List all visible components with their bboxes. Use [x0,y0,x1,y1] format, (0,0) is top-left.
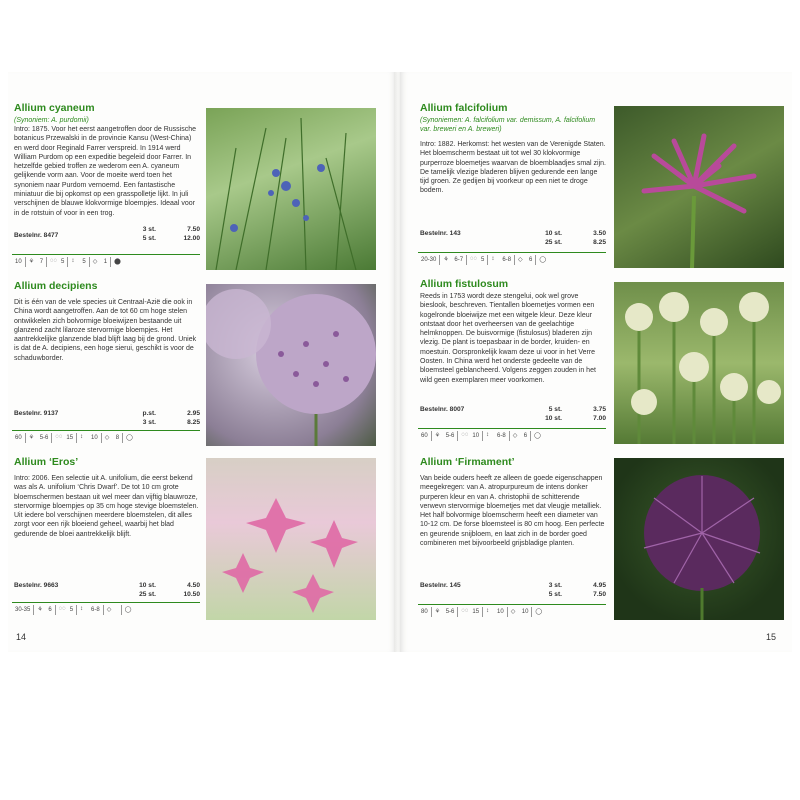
flower-illustration [206,458,376,620]
order-number: Bestelnr. 143 [420,230,461,237]
order-price-2: 7.00 [593,415,606,422]
depth-cell [67,257,88,267]
depth-icon: ↕ [486,432,490,438]
entry-body: Intro: 2006. Een selectie uit A. unifolium, die eerst bekend was als A. unifolium ‘Chris Dwarf’. De tot 10 cm grote bloemschermen bestaan uit wel meer dan vijftig blauwroze, stervormige bloempjes op 35 cm hoge stevige bloemstelen. Uit iedere bol verschijnen meerdere bloemstelen, dit alles zorgt voor een rijk bloeiend geheel, waarbij het blad gedurende de bloei aantrekkelijk blijft. [14,475,199,538]
order-price-1: 3.50 [593,230,606,237]
flowering-cell [25,433,52,443]
icon-legend-row [12,602,200,617]
entry-title: Allium fistulosum [420,278,509,290]
depth-icon: ↕ [486,608,490,614]
bulb-size-value: 6 [523,433,528,439]
spacing-value: 15 [66,435,74,441]
spacing-icon: ◌◌ [50,258,58,264]
order-qty-2: 25 st. [545,239,562,246]
water-drop-icon: ◯ [534,433,541,439]
order-qty-2: 10 st. [545,415,562,422]
spacing-value: 5 [61,259,65,265]
spacing-value: 5 [69,607,74,613]
order-qty-1: p.st. [142,410,156,417]
flowering-value: 5-6 [445,609,455,615]
bulb-size-cell [103,605,121,615]
flower-illustration [614,458,784,620]
entry-body: Intro: 1882. Herkomst: het westen van de Verenigde Staten. Het bloemscherm bestaat uit tot wel 30 klokvormige purperroze bloemetjes waarvan de bloemblaadjes smal zijn. De tamelijk vlezige bladeren blijven gedurende een lange tijd groen. Ze gedijen bij voorkeur op een niet te droge bodem. [420,141,606,195]
height-cell [12,257,25,267]
drop-cell [531,607,549,617]
depth-icon: ↕ [80,606,84,612]
order-qty-1: 5 st. [548,406,562,413]
depth-cell [482,607,507,617]
right-page [400,72,792,652]
depth-value: 6-8 [497,433,506,439]
water-drop-icon: ⬤ [114,259,121,265]
order-price-2: 8.25 [187,419,200,426]
entry-body: Van beide ouders heeft ze alleen de goede eigenschappen meegekregen: van A. atropurpureum de intens donker purperen kleur en van A. christophii de schitterende verwevn stervormige bloemetjes met dat vleugje metalliek. Het half bolvormige bloemscherm heeft een diameter van 10-12 cm. De forse bloemsteel is 80 cm hoog. Een perfecte en geurende snijbloem, en laat zich in de border goed combineren met bijvoorbeeld grijsbladige planten. [420,475,605,548]
order-block [14,582,200,602]
height-value: 60 [421,433,428,439]
spacing-icon: ◌◌ [461,608,469,614]
bulb-icon: ◇ [512,433,518,439]
water-drop-icon: ◯ [124,607,132,613]
photo-allium-firmament [614,458,784,620]
entry-title: Allium cyaneum [14,102,95,114]
bulb-size-value: 1 [103,259,108,265]
height-value: 20-30 [421,257,437,263]
entry-title: Allium falcifolium [420,102,508,114]
icon-legend-row [418,252,606,267]
entry-body: Reeds in 1753 wordt deze stengelui, ook wel grove bieslook, beschreven. Tientallen bloemetjes vormen een kogelronde bloeiwijze met een witgele kleur. Deze kleur ontstaat door het overheersen van de geelachtige helmknoppen. De buisvormige (fistulosus) bladeren zijn vlezig. De plant is toepasbaar in de border, kruiden- en moestuin. Oorspronkelijk kwam deze ui voor in het Verre Oosten. In China werd het onderste gedeelte van de bloemsteel geblancheerd. Volgens zeggen zouden in het wild geen exemplaren meer voorkomen. [420,293,596,384]
entry-allium-eros [14,456,200,539]
height-cell [418,431,431,441]
drop-cell [121,605,139,615]
flowering-value: 6-7 [454,257,464,263]
order-qty-1: 10 st. [139,582,156,589]
bulb-size-cell [514,255,535,265]
icon-legend-row [418,604,606,619]
drop-cell [530,431,548,441]
bulb-size-value: 8 [115,435,120,441]
flower-stem-icon: ⚘ [434,609,441,615]
flowering-value: 6 [48,607,52,613]
depth-cell [76,605,103,615]
order-qty-2: 5 st. [142,235,156,242]
depth-value: 6-8 [91,607,100,613]
order-qty-1: 3 st. [548,582,562,589]
flower-illustration [206,108,376,270]
spacing-icon: ◌◌ [55,434,63,440]
photo-allium-falcifolium [614,106,784,268]
depth-value: 5 [82,259,86,265]
height-value: 80 [421,609,428,615]
flowering-value: 7 [39,259,44,265]
spacing-icon: ◌◌ [470,256,478,262]
photo-allium-decipiens [206,284,376,446]
order-block [14,226,200,250]
icon-legend-row [418,428,606,443]
order-qty-2: 5 st. [548,591,562,598]
order-number: Bestelnr. 9137 [14,410,59,417]
drop-cell [110,257,128,267]
order-price-2: 10.50 [183,591,200,598]
bulb-size-cell [101,433,122,443]
height-cell [418,255,439,265]
flowering-value: 5-6 [39,435,49,441]
order-price-1: 3.75 [593,406,606,413]
spacing-icon: ◌◌ [461,432,469,438]
depth-cell [76,433,101,443]
order-price-2: 7.50 [593,591,606,598]
flowering-cell [439,255,466,265]
entry-body: Dit is één van de vele species uit Centraal-Azië die ook in China wordt aangetroffen. Aan de tot 60 cm hoge stelen ontwikkelen zich bolvormige bloeiwijzen bestaande uit glanzend zacht lilaroze stervormige bloempjes. Het aantrekkelijke glanzende blad blijft laag bij de grond. Uniek is dat de A. decipiens, een hoge sierui, geschikt is voor de schaduwborder. [14,299,197,362]
spacing-cell [457,607,482,617]
page-number: 14 [16,632,27,642]
flowering-cell [431,607,458,617]
entry-allium-firmament [420,456,606,548]
entry-title: Allium ‘Eros’ [14,456,79,468]
depth-value: 6-8 [502,257,512,263]
water-drop-icon: ◯ [535,609,543,615]
order-price-1: 7.50 [187,226,200,233]
order-qty-1: 10 st. [545,230,562,237]
order-number: Bestelnr. 9663 [14,582,59,589]
entry-body: Intro: 1875. Voor het eerst aangetroffen door de Russische botanicus Przewalski in de provincie Kansu (West-China) en werd door Reginald Farrer verspreid. In 1914 werd William Purdom op een expeditie begeleid door Farrer. In hetzelfde gebied troffen ze wederom een A. cyaneum gelijkende vorm aan. Voor de moeite werd toen het synoniem naar Purdom vernoemd. Een fantastische miniatuur die bij opkomst op een grasspolletje lijkt. In juli verschijnen de blauwe klokvormige bloempjes. Ideaal voor in de rotstuin of voor in een trog. [14,126,196,217]
depth-value: 10 [91,435,98,441]
bulb-icon: ◇ [518,257,523,263]
bulb-size-value: 10 [521,609,529,615]
flower-stem-icon: ⚘ [28,259,35,265]
depth-cell [482,431,509,441]
entry-synonym: (Synoniem: A. purdomii) [14,117,89,124]
depth-value: 10 [497,609,504,615]
water-drop-icon: ◯ [539,257,547,263]
entry-allium-fistulosum [420,278,606,385]
order-block [420,230,606,250]
flower-stem-icon: ⚘ [28,435,35,441]
entry-allium-cyaneum [14,102,200,218]
order-price-1: 2.95 [187,410,200,417]
spacing-cell [457,431,482,441]
catalog-spread [8,72,792,652]
icon-legend-row [12,430,200,445]
bulb-icon: ◇ [106,607,112,613]
left-page [8,72,396,652]
flower-illustration [206,284,376,446]
icon-legend-row [12,254,200,269]
order-qty-2: 25 st. [139,591,156,598]
flowering-value: 5-6 [445,433,455,439]
flowering-cell [33,605,54,615]
order-block [420,406,606,426]
spacing-icon: ◌◌ [58,606,66,612]
height-value: 60 [15,435,22,441]
order-number: Bestelnr. 145 [420,582,461,589]
order-number: Bestelnr. 8477 [14,232,59,239]
bulb-icon: ◇ [92,259,98,265]
depth-icon: ↕ [71,258,75,264]
bulb-size-value: 6 [529,257,533,263]
flower-illustration [614,282,784,444]
order-price-1: 4.50 [187,582,200,589]
order-number: Bestelnr. 8007 [420,406,465,413]
bulb-size-cell [509,431,530,441]
order-qty-1: 3 st. [142,226,156,233]
height-cell [12,605,33,615]
flower-illustration [614,106,784,268]
height-cell [12,433,25,443]
entry-title: Allium decipiens [14,280,98,292]
order-block [420,582,606,602]
photo-allium-fistulosum [614,282,784,444]
bulb-size-cell [507,607,532,617]
bulb-icon: ◇ [510,609,516,615]
flower-stem-icon: ⚘ [443,257,449,263]
photo-allium-cyaneum [206,108,376,270]
height-value: 10 [15,259,22,265]
height-value: 30-35 [15,607,31,613]
water-drop-icon: ◯ [126,435,133,441]
flowering-cell [25,257,46,267]
flowering-cell [431,431,458,441]
drop-cell [122,433,140,443]
spacing-value: 5 [481,257,485,263]
photo-allium-eros [206,458,376,620]
spacing-cell [466,255,487,265]
height-cell [418,607,431,617]
entry-title: Allium ‘Firmament’ [420,456,515,468]
page-number: 15 [766,632,777,642]
bulb-icon: ◇ [104,435,110,441]
order-price-1: 4.95 [593,582,606,589]
drop-cell [535,255,553,265]
depth-icon: ↕ [491,256,495,262]
spacing-value: 15 [472,609,480,615]
entry-allium-decipiens [14,280,200,363]
depth-icon: ↕ [80,434,84,440]
bulb-size-cell [89,257,110,267]
order-price-2: 8.25 [593,239,606,246]
entry-allium-falcifolium [420,102,606,196]
order-block [14,410,200,430]
spacing-value: 10 [472,433,480,439]
entry-synonym: (Synoniemen: A. falcifolium var. demissum, A. falcifolium var. breweri en A. breweri) [420,117,596,133]
spacing-cell [51,433,76,443]
spacing-cell [55,605,76,615]
flower-stem-icon: ⚘ [37,607,43,613]
spacing-cell [46,257,67,267]
order-price-2: 12.00 [183,235,200,242]
order-qty-2: 3 st. [142,419,156,426]
depth-cell [487,255,514,265]
flower-stem-icon: ⚘ [434,433,441,439]
